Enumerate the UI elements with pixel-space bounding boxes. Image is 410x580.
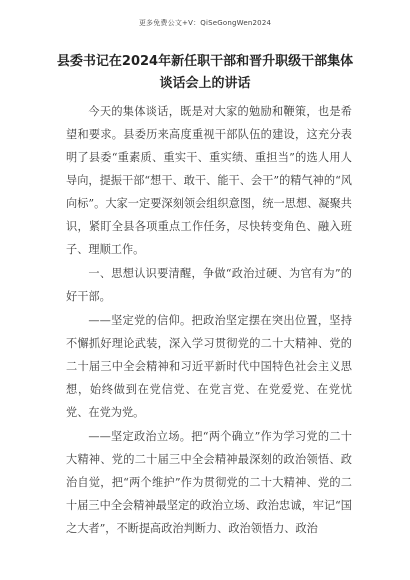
document-title: 县委书记在2024年新任职干部和晋升职级干部集体谈话会上的讲话 [56, 54, 354, 91]
paragraph-political-stance: ——坚定政治立场。把“两个确立”作为学习党的二十大精神、党的二十届三中全会精神最深刻的政治领悟、政治自觉，把“两个维护”作为贯彻党的二十大精神、党的二十届三中全会精神最坚定的政治立场、政治忠诚，牢记“国之大者”，不断提高政治判断力、政治领悟力、政治 [66, 430, 352, 535]
paragraph-party-faith: ——坚定党的信仰。把政治坚定摆在突出位置，坚持不懈抓好理论武装，深入学习贯彻党的二十大精神、党的二十届三中全会精神和习近平新时代中国特色社会主义思想，始终做到在党信党、在党言党、在党爱党、在党忧党、在党为党。 [66, 314, 352, 419]
document-body [66, 100, 352, 541]
header-note: 更多免费公文+V：QiSeGongWen2024 [138, 19, 272, 27]
section-heading-1: 一、思想认识要清醒，争做“政治过硬、为官有为”的好干部。 [66, 267, 352, 303]
paragraph-intro: 今天的集体谈话，既是对大家的勉励和鞭策，也是希望和要求。县委历来高度重视干部队伍的建设，这充分表明了县委“重素质、重实干、重实绩、重担当”的选人用人导向，提振干部“想干、敢干、能干、会干”的精气神的“风向标”。大家一定要深刻领会组织意图，统一思想、凝聚共识，紧盯全县各项重点工作任务，尽快转变角色、融入班子、理顺工作。 [66, 105, 352, 256]
